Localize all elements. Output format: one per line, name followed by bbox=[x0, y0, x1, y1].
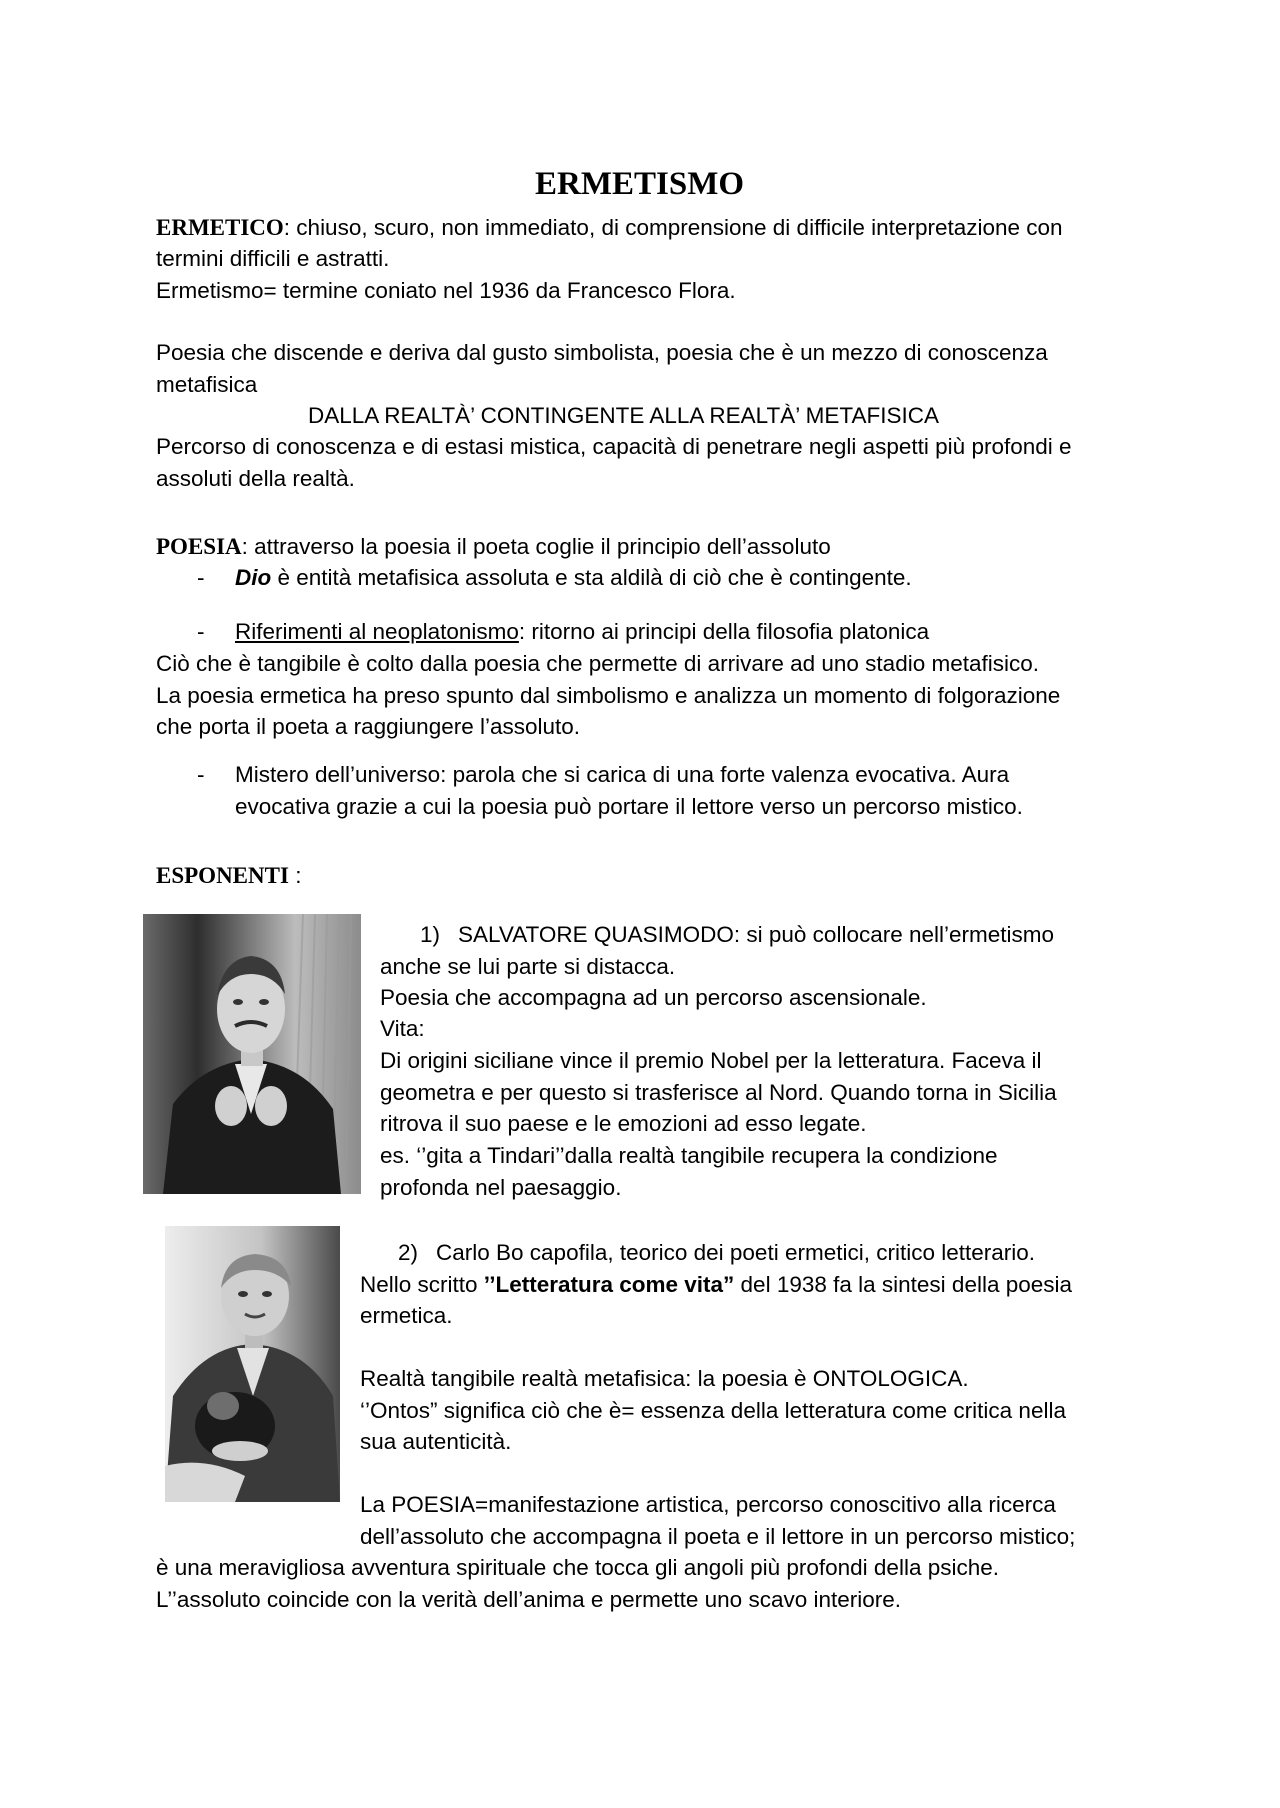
bo-text-line: sua autenticità. bbox=[360, 1429, 512, 1454]
text-line: che porta il poeta a raggiungere l’assoluto. bbox=[156, 714, 581, 739]
esponenti-heading bbox=[156, 864, 301, 888]
quasimodo-text-line: anche se lui parte si distacca. bbox=[380, 954, 676, 979]
quasimodo-text-line: Vita: bbox=[380, 1016, 425, 1041]
quasimodo-text-line: geometra e per questo si trasferisce al Nord. Quando torna in Sicilia bbox=[380, 1080, 1057, 1105]
poesia-term: POESIA bbox=[156, 534, 242, 559]
quasimodo-text-line: SALVATORE QUASIMODO: si può collocare nell’ermetismo bbox=[458, 922, 1055, 947]
bo-text-line: ‘’Ontos” significa ciò che è= essenza della letteratura come critica nella bbox=[360, 1398, 1066, 1423]
quasimodo-portrait-image bbox=[143, 914, 361, 1194]
text-line: metafisica bbox=[156, 372, 258, 397]
bo-text: del 1938 fa la sintesi della poesia bbox=[734, 1272, 1073, 1297]
text-line: termini difficili e astratti. bbox=[156, 246, 390, 271]
bo-text: Nello scritto bbox=[360, 1272, 484, 1297]
bo-text-line: è una meravigliosa avventura spirituale che tocca gli angoli più profondi della psiche. bbox=[156, 1555, 1000, 1580]
poesia-definition: : attraverso la poesia il poeta coglie il principio dell’assoluto bbox=[241, 534, 831, 559]
quasimodo-text-line: es. ‘’gita a Tindari’’dalla realtà tangibile recupera la condizione bbox=[380, 1143, 998, 1168]
text-line: Poesia che discende e deriva dal gusto simbolista, poesia che è un mezzo di conoscenza bbox=[156, 340, 1048, 365]
esponenti-term: ESPONENTI bbox=[156, 863, 289, 888]
bo-text-line: Carlo Bo capofila, teorico dei poeti ermetici, critico letterario. bbox=[436, 1240, 1036, 1265]
text-line: Ermetismo= termine coniato nel 1936 da Francesco Flora. bbox=[156, 278, 736, 303]
ermetico-term: ERMETICO bbox=[156, 215, 284, 240]
ermetico-definition-line bbox=[156, 216, 1063, 240]
ermetico-definition: : chiuso, scuro, non immediato, di comprensione di difficile interpretazione con bbox=[283, 215, 1063, 240]
quasimodo-text-line: ritrova il suo paese e le emozioni ad esso legate. bbox=[380, 1111, 867, 1136]
bo-text-line: ermetica. bbox=[360, 1303, 453, 1328]
bullet-marker: - bbox=[197, 762, 205, 787]
centered-heading-line: DALLA REALTÀ’ CONTINGENTE ALLA REALTÀ’ METAFISICA bbox=[308, 403, 939, 428]
bo-text-line: Realtà tangibile realtà metafisica: la poesia è ONTOLOGICA. bbox=[360, 1366, 969, 1391]
bullet-marker: - bbox=[197, 619, 205, 644]
quasimodo-text-line: Di origini siciliane vince il premio Nobel per la letteratura. Faceva il bbox=[380, 1048, 1042, 1073]
quasimodo-text-line: Poesia che accompagna ad un percorso ascensionale. bbox=[380, 985, 927, 1010]
poesia-definition-line bbox=[156, 535, 831, 559]
bullet-text: : ritorno ai principi della filosofia platonica bbox=[518, 619, 930, 644]
bullet-item-mistero-cont: evocativa grazie a cui la poesia può portare il lettore verso un percorso mistico. bbox=[235, 794, 1023, 819]
bo-text-line: L’’assoluto coincide con la verità dell’anima e permette uno scavo interiore. bbox=[156, 1587, 902, 1612]
dio-emphasis: Dio bbox=[235, 565, 272, 590]
bullet-item-dio bbox=[235, 567, 912, 590]
letteratura-come-vita-title: ’’Letteratura come vita” bbox=[483, 1272, 735, 1297]
bo-text-line-letteratura bbox=[360, 1274, 1072, 1297]
text-line: assoluti della realtà. bbox=[156, 466, 355, 491]
list-number: 2) bbox=[398, 1240, 419, 1265]
quasimodo-photo bbox=[143, 914, 361, 1194]
bullet-marker: - bbox=[197, 565, 205, 590]
text-line: Ciò che è tangibile è colto dalla poesia che permette di arrivare ad uno stadio metafisico. bbox=[156, 651, 1040, 676]
neoplatonismo-underlined: Riferimenti al neoplatonismo bbox=[235, 619, 519, 644]
text-line: La poesia ermetica ha preso spunto dal simbolismo e analizza un momento di folgorazione bbox=[156, 683, 1061, 708]
quasimodo-text-line: profonda nel paesaggio. bbox=[380, 1175, 622, 1200]
bullet-text: è entità metafisica assoluta e sta aldilà di ciò che è contingente. bbox=[271, 565, 912, 590]
bo-text-line: dell’assoluto che accompagna il poeta e il lettore in un percorso mistico; bbox=[360, 1524, 1076, 1549]
list-number: 1) bbox=[420, 922, 441, 947]
esponenti-colon: : bbox=[288, 863, 302, 888]
bullet-item-mistero: Mistero dell’universo: parola che si carica di una forte valenza evocativa. Aura bbox=[235, 762, 1010, 787]
carlo-bo-portrait-image bbox=[165, 1226, 340, 1502]
text-line: Percorso di conoscenza e di estasi mistica, capacità di penetrare negli aspetti più profondi e bbox=[156, 434, 1072, 459]
bullet-item-neoplatonismo bbox=[235, 621, 929, 644]
page-title: ERMETISMO bbox=[535, 166, 745, 202]
bo-text-line: La POESIA=manifestazione artistica, percorso conoscitivo alla ricerca bbox=[360, 1492, 1056, 1517]
carlo-bo-photo bbox=[165, 1226, 340, 1502]
